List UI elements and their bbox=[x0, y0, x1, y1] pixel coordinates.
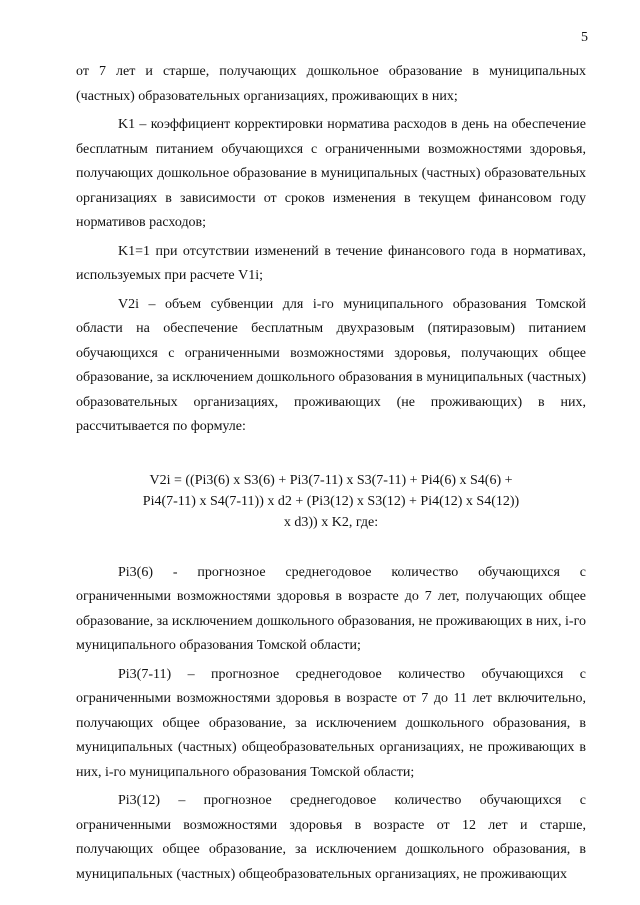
paragraph-v2i-definition: V2i – объем субвенции для i-го муниципального образования Томской области на обеспечение бесплатным двухразовым (пятиразовым) питанием обучающихся с ограниченными возможностями здоровья, получающих общее образование, за исключением дошкольного образования в муниципальных (частных) образовательных организациях, проживающих (не проживающих) в них, рассчитывается по формуле: bbox=[76, 296, 586, 434]
definition-pi3-12: Pi3(12) – прогнозное среднегодовое количество обучающихся с ограниченными возможностями здоровья в возрасте от 12 лет и старше, получающих общее образование, за исключением дошкольного образования, в муниципальных (частных) общеобразовательных организациях, не проживающих bbox=[76, 793, 586, 882]
formula-line-1: V2i = ((Pi3(6) x S3(6) + Pi3(7-11) x S3(7-11) + Pi4(6) x S4(6) + bbox=[149, 472, 513, 488]
page-number: 5 bbox=[581, 30, 588, 45]
document-body bbox=[76, 60, 586, 891]
formula-line-2: Pi4(7-11) x S4(7-11)) x d2 + (Pi3(12) x S3(12) + Pi4(12) x S4(12)) bbox=[142, 493, 520, 509]
paragraph-k1-equals-one: K1=1 при отсутствии изменений в течение финансового года в нормативах, используемых при расчете V1i; bbox=[76, 243, 586, 283]
paragraph: от 7 лет и старше, получающих дошкольное образование в муниципальных (частных) образовательных организациях, проживающих в них; bbox=[76, 64, 586, 104]
formula-line-3: x d3)) x K2, где: bbox=[283, 514, 379, 530]
paragraph-k1-definition: K1 – коэффициент корректировки норматива расходов в день на обеспечение бесплатным питанием обучающихся с ограниченными возможностями здоровья, получающих дошкольное образование в муниципальных (частных) образовательных организациях в зависимости от сроков изменения в текущем финансовом году нормативов расходов; bbox=[76, 117, 586, 230]
definition-pi3-7-11: Pi3(7-11) – прогнозное среднегодовое количество обучающихся с ограниченными возможностями здоровья в возрасте от 7 до 11 лет включительно, получающих общее образование, за исключением дошкольного образования, в муниципальных (частных) общеобразовательных организациях, не проживающих в них, i-го муниципального образования Томской области; bbox=[76, 666, 586, 780]
formula-v2i bbox=[76, 470, 586, 533]
definition-pi3-6: Pi3(6) - прогнозное среднегодовое количество обучающихся с ограниченными возможностями здоровья в возрасте до 7 лет, получающих общее образование, за исключением дошкольного образования, не проживающих в них, i-го муниципального образования Томской области; bbox=[76, 564, 586, 653]
